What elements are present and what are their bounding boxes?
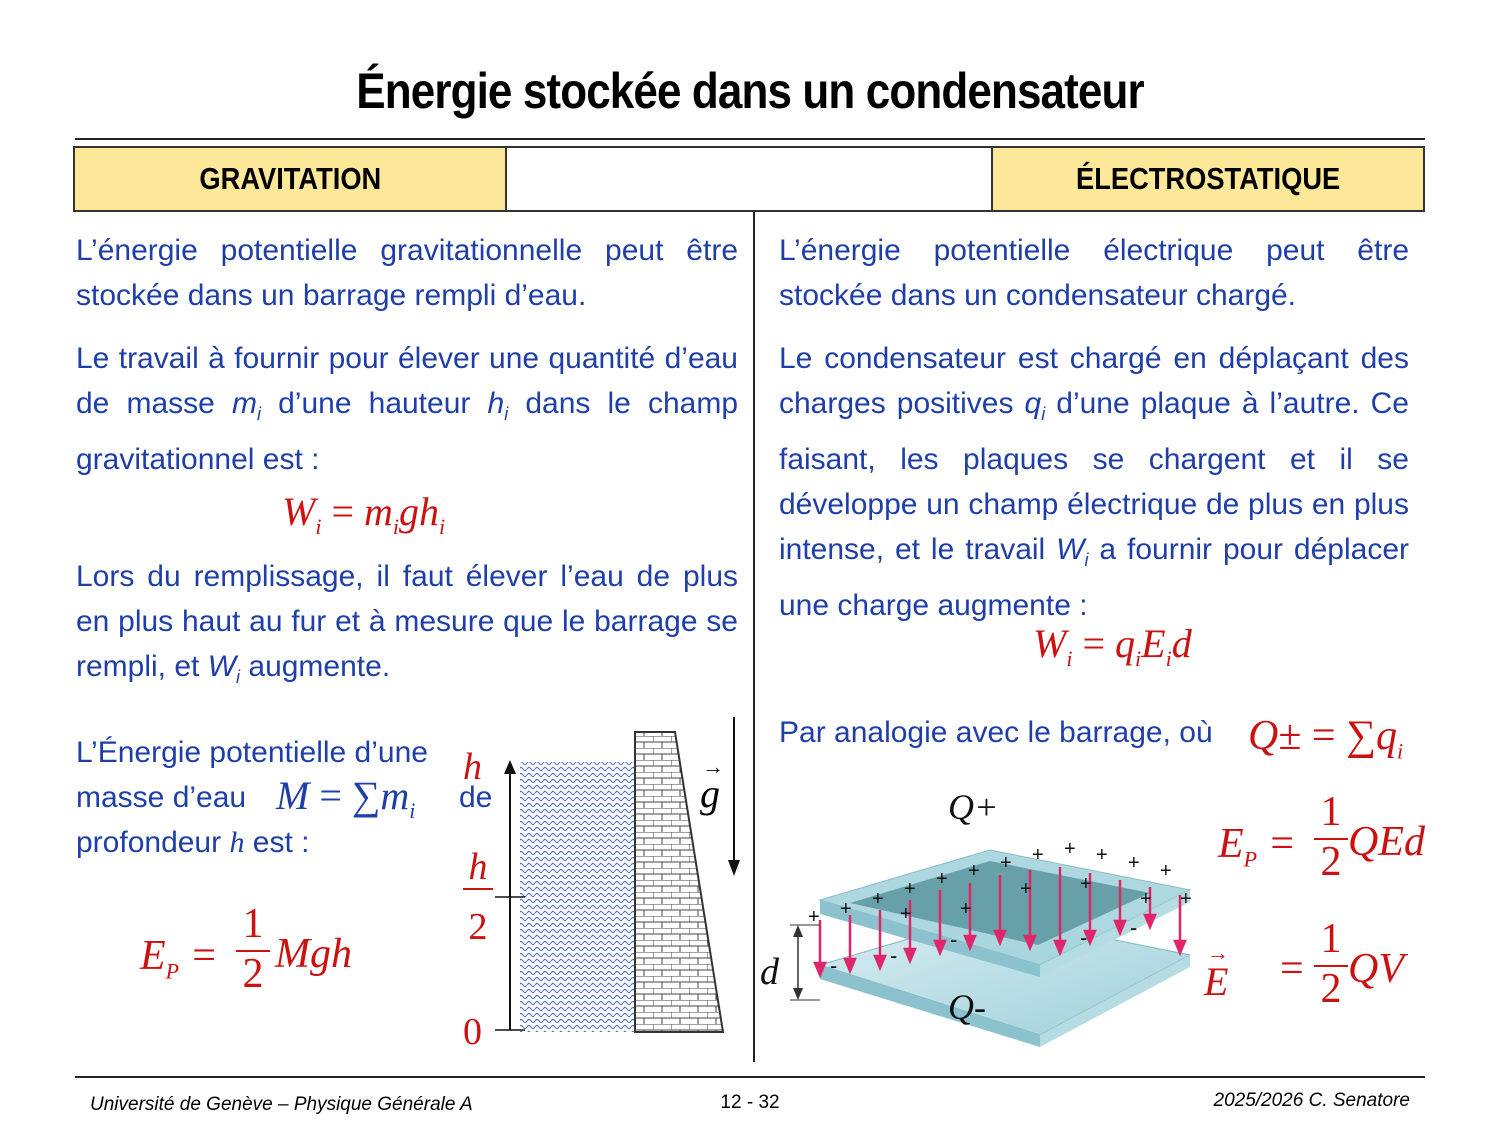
equation-wi-elec: $W_i = q_iE_id$: [1033, 621, 1192, 671]
var-m: m: [231, 387, 257, 420]
var-q: q: [1024, 387, 1042, 420]
equation-wi-grav: $W_i = m_igh_i$: [282, 489, 446, 539]
svg-text:+: +: [1080, 873, 1092, 895]
right-paragraph-1: [779, 228, 1409, 318]
footer-left: Université de Genève – Physique Générale A: [90, 1094, 473, 1115]
header-gravitation-label: GRAVITATION: [199, 161, 381, 196]
svg-text:-: -: [1080, 925, 1088, 950]
left-p4-line2a: masse d’eau: [76, 781, 247, 814]
left-p2-text-b: d’une hauteur: [260, 387, 488, 420]
footer-right: 2025/2026 C. Senatore: [1213, 1090, 1410, 1111]
svg-text:+: +: [1096, 844, 1108, 866]
svg-text:+: +: [840, 898, 852, 920]
title-divider: [75, 138, 1425, 140]
svg-text:+: +: [904, 878, 916, 900]
svg-text:-: -: [890, 943, 898, 968]
right-p2-text-b: d’une plaque à l’autre. Ce faisant, les plaques se chargent et il se développe un champ électrique de plus en plus intense, et le travail: [779, 387, 1409, 566]
capacitor-e-label: → E: [1204, 940, 1229, 1004]
var-W-sub: i: [236, 667, 241, 687]
left-p4-line3b: est :: [244, 826, 310, 859]
svg-text:+: +: [960, 898, 972, 920]
svg-text:+: +: [968, 860, 980, 882]
svg-text:+: +: [1160, 860, 1172, 882]
left-paragraph-3: [76, 554, 738, 700]
right-p1-text: L’énergie potentielle électrique peut être stockée dans un condensateur chargé.: [779, 234, 1409, 312]
var-h-sub: i: [504, 404, 509, 424]
right-p2-text-c: a fournir pour déplacer une charge augmente :: [779, 533, 1410, 622]
var-W: W: [207, 650, 237, 683]
dam-g-label: → g: [700, 754, 724, 816]
left-p2-text-c: dans le champ gravitationnel est :: [76, 387, 739, 476]
left-p4-line3a: profondeur: [76, 826, 230, 859]
header-gravitation: [73, 146, 507, 212]
left-p4-line1: L’Énergie potentielle d’une: [76, 736, 428, 769]
var-h: h: [487, 387, 505, 420]
var-m-sub: i: [256, 404, 261, 424]
svg-text:+: +: [1032, 844, 1044, 866]
footer-divider: [75, 1076, 1425, 1078]
dam-h-half-bar: [463, 888, 493, 890]
water-body: [520, 762, 635, 1032]
svg-text:+: +: [1180, 888, 1192, 910]
var-Wi-sub: i: [1084, 550, 1089, 570]
svg-text:-: -: [1130, 915, 1138, 940]
left-p4-line2b: de: [459, 781, 493, 814]
header-electrostatique-label: ÉLECTROSTATIQUE: [1075, 161, 1341, 196]
capacitor-e-text: E: [1204, 959, 1229, 1004]
left-p3-text-b: augmente.: [240, 650, 391, 683]
var-h-depth: h: [229, 826, 245, 859]
svg-text:+: +: [1000, 852, 1012, 874]
right-paragraph-3: Par analogie avec le barrage, où: [779, 716, 1213, 749]
dam-h-half-num: h: [468, 846, 488, 888]
svg-text:+: +: [900, 903, 912, 925]
svg-text:-: -: [830, 953, 838, 978]
svg-text:+: +: [1064, 838, 1076, 860]
left-paragraph-2: [76, 336, 738, 482]
capacitor-diagram: [780, 795, 1220, 1055]
svg-text:+: +: [1140, 888, 1152, 910]
right-p2-text-a: Le condensateur est chargé en déplaçant des charges positives: [779, 342, 1409, 420]
left-paragraph-1: [76, 228, 738, 318]
svg-text:+: +: [936, 868, 948, 890]
page-title: Énergie stockée dans un condensateur: [356, 63, 1144, 119]
left-p1-text: L’énergie potentielle gravitationnelle peut être stockée dans un barrage rempli d’eau.: [76, 234, 738, 312]
dam-h-label: h: [463, 746, 482, 788]
dam-h-half-den: 2: [468, 906, 488, 948]
left-p3-text-a: Lors du remplissage, il faut élever l’eau de plus en plus haut au fur et à mesure que le barrage se rempli, et: [76, 560, 738, 683]
svg-text:+: +: [1128, 852, 1140, 874]
header-middle: [505, 146, 993, 212]
right-paragraph-2: [779, 336, 1409, 628]
equation-m-sum: $M = \sum m_i$: [276, 773, 416, 823]
equation-q-sum: $Q\pm = \sum q_i$: [1248, 713, 1404, 764]
svg-text:-: -: [950, 927, 958, 952]
footer-page-number: 12 - 32: [720, 1092, 780, 1113]
svg-text:+: +: [1020, 878, 1032, 900]
header-electrostatique: [991, 146, 1425, 212]
var-q-sub: i: [1041, 404, 1046, 424]
capacitor-q-minus: Q-: [948, 987, 986, 1027]
svg-text:+: +: [872, 888, 884, 910]
dam-g-text: g: [700, 771, 720, 816]
capacitor-q-plus: Q+: [948, 787, 999, 827]
capacitor-d-label: d: [760, 951, 779, 993]
var-Wi: W: [1056, 533, 1085, 566]
svg-text:+: +: [808, 906, 820, 928]
dam-zero-label: 0: [463, 1011, 482, 1053]
left-p2-text-a: Le travail à fournir pour élever une quantité d’eau de masse: [76, 342, 738, 420]
